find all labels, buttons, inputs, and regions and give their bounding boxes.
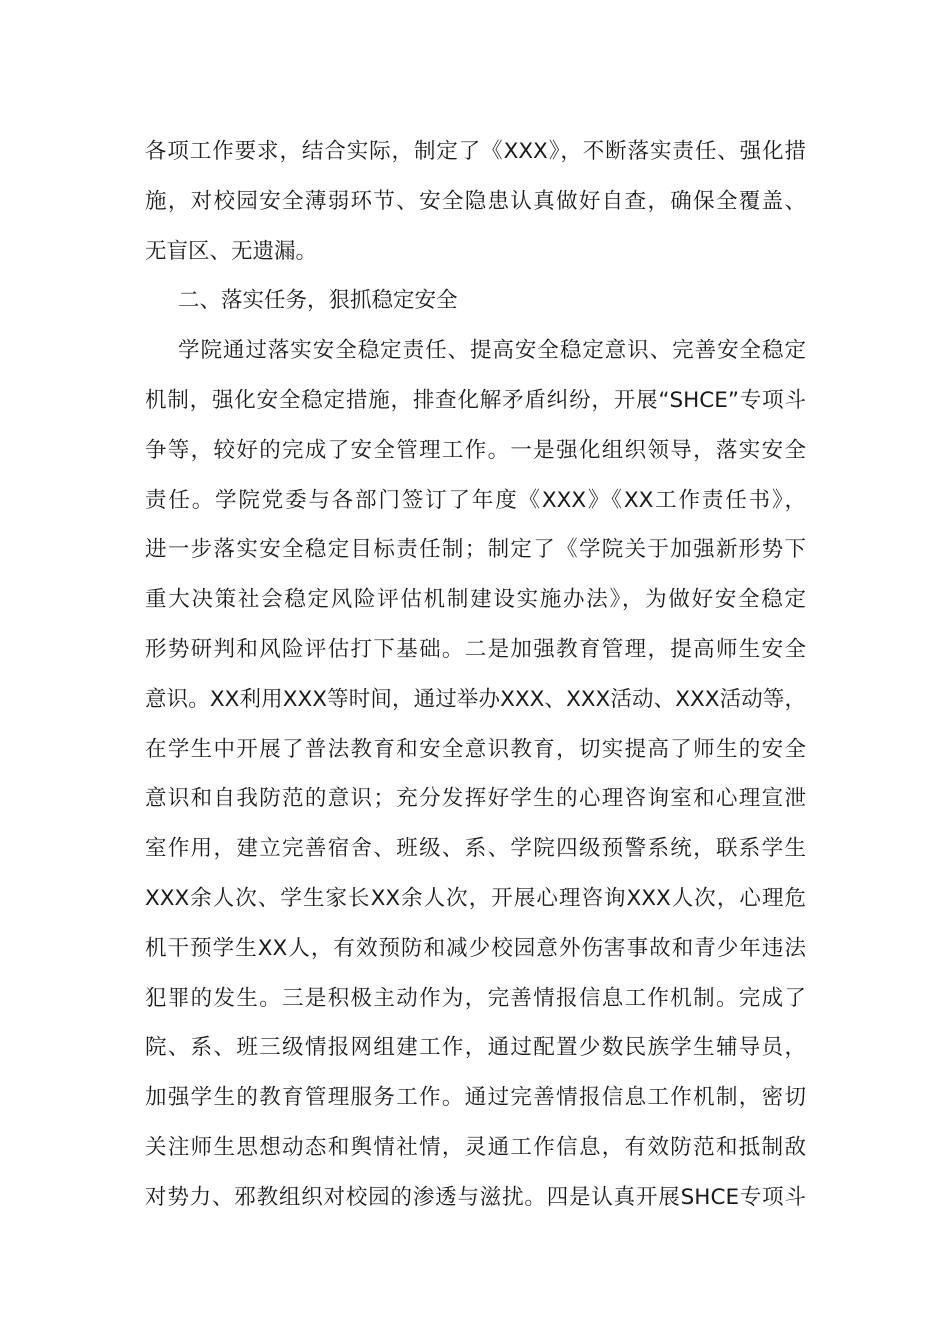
text-line: 加强学生的教育管理服务工作。通过完善情报信息工作机制，密切 xyxy=(145,1085,806,1111)
text-line: 关注师生思想动态和舆情社情，灵通工作信息，有效防范和抵制敌 xyxy=(145,1135,806,1160)
text-line: 室作用，建立完善宿舍、班级、系、学院四级预警系统，联系学生 xyxy=(145,836,806,862)
text-line: 犯罪的发生。三是积极主动作为，完善情报信息工作机制。完成了 xyxy=(145,985,806,1011)
text-line: 在学生中开展了普法教育和安全意识教育，切实提高了师生的安全 xyxy=(145,736,806,762)
section-heading: 二、落实任务，狠抓稳定安全 xyxy=(178,288,458,314)
text-line: 进一步落实安全稳定目标责任制；制定了《学院关于加强新形势下 xyxy=(145,537,806,563)
text-line: 对势力、邪教组织对校园的渗透与滋扰。四是认真开展SHCE专项斗 xyxy=(145,1184,806,1210)
text-line: 机干预学生XX人，有效预防和减少校园意外伤害事故和青少年违法 xyxy=(145,935,806,961)
text-line: 重大决策社会稳定风险评估机制建设实施办法》，为做好安全稳定 xyxy=(145,587,806,613)
text-line: 意识。XX利用XXX等时间，通过举办XXX、XXX活动、XXX活动等， xyxy=(145,686,806,712)
text-line: 院、系、班三级情报网组建工作，通过配置少数民族学生辅导员， xyxy=(145,1035,806,1061)
text-line: 学院通过落实安全稳定责任、提高安全稳定意识、完善安全稳定 xyxy=(178,338,806,364)
text-line: 争等，较好的完成了安全管理工作。一是强化组织领导，落实安全 xyxy=(145,437,806,463)
text-line: 责任。学院党委与各部门签订了年度《XXX》《XX工作责任书》， xyxy=(145,487,806,513)
text-line: 形势研判和风险评估打下基础。二是加强教育管理，提高师生安全 xyxy=(145,637,806,662)
text-line: 意识和自我防范的意识；充分发挥好学生的心理咨询室和心理宣泄 xyxy=(145,786,806,812)
text-line: 无盲区、无遗漏。 xyxy=(145,238,318,264)
text-line: 各项工作要求，结合实际，制定了《XXX》，不断落实责任、强化措 xyxy=(145,139,806,164)
text-line: XXX余人次、学生家长XX余人次，开展心理咨询XXX人次，心理危 xyxy=(145,886,806,911)
text-line: 机制，强化安全稳定措施，排查化解矛盾纠纷，开展“SHCE”专项斗 xyxy=(145,388,806,413)
text-line: 施，对校园安全薄弱环节、安全隐患认真做好自查，确保全覆盖、 xyxy=(145,188,806,214)
